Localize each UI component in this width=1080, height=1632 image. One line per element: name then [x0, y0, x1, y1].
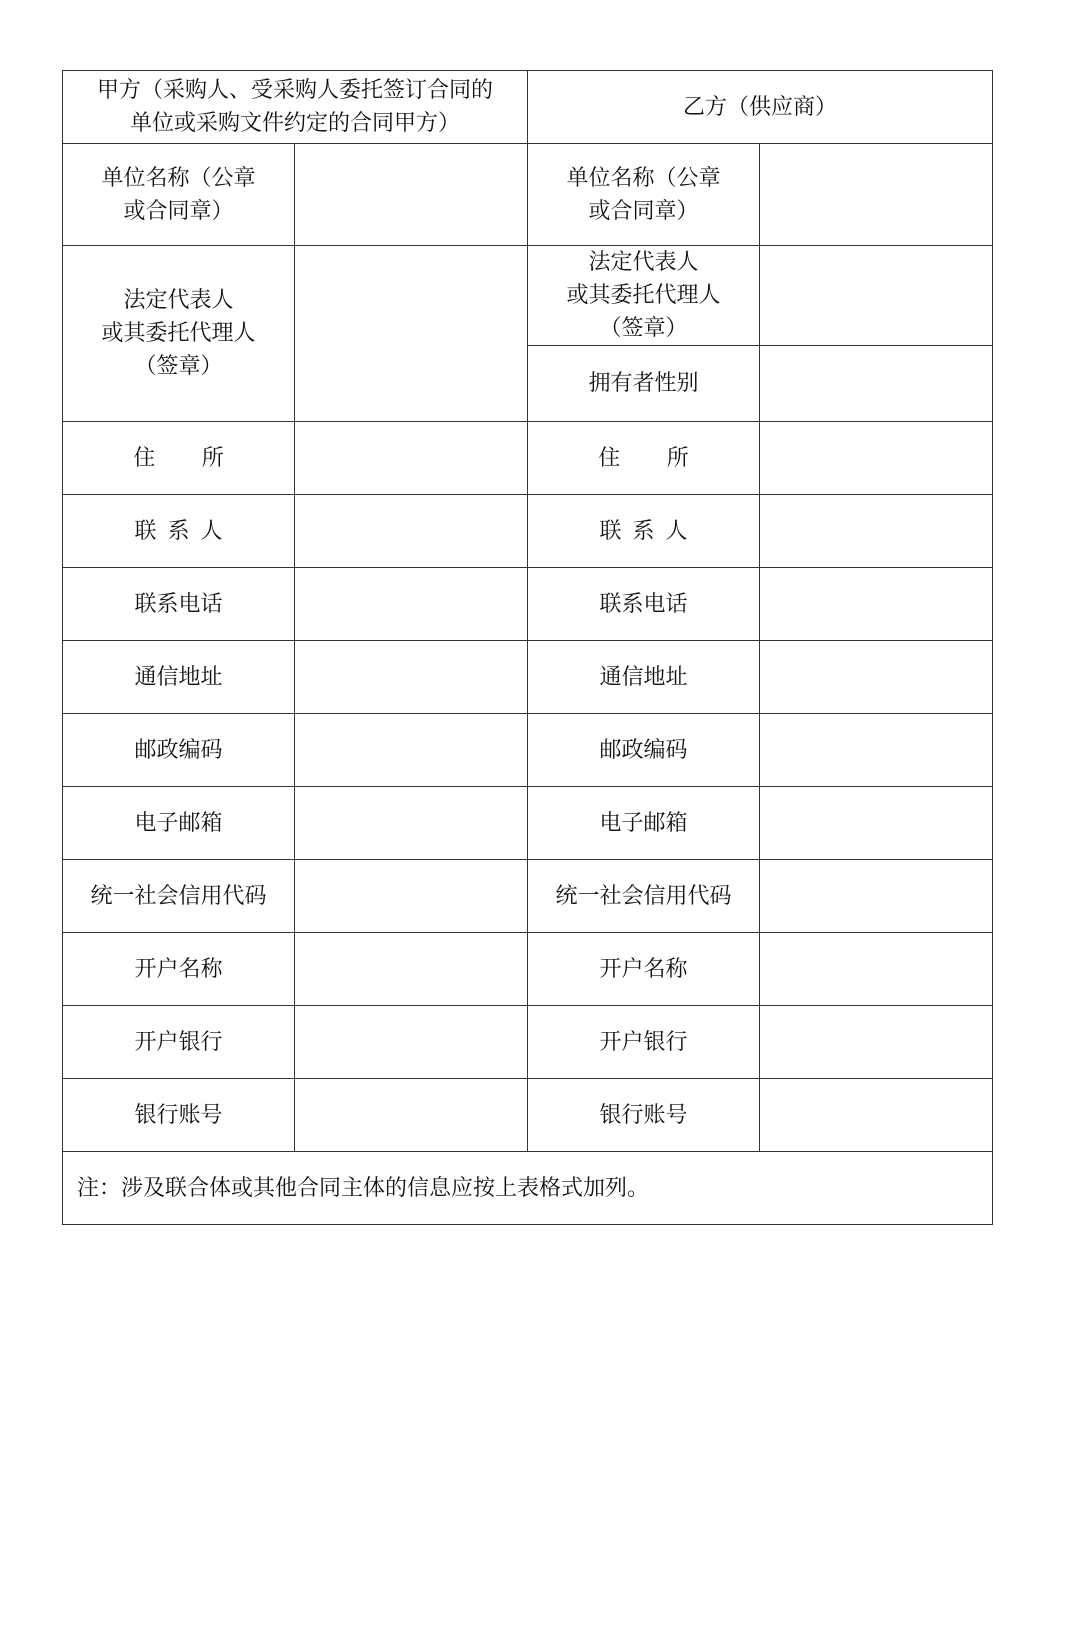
party-b-account_no-field[interactable]: [760, 1079, 993, 1152]
row-email: [63, 787, 993, 860]
party-a-header-line-1: 甲方（采购人、受采购人委托签订合同的: [97, 78, 494, 103]
header-row: [63, 71, 993, 144]
unit-name-row: [63, 144, 993, 246]
party-a-postcode-field[interactable]: [295, 714, 528, 787]
party-b-phone-field[interactable]: [760, 568, 993, 641]
label-text: 联系人: [599, 518, 699, 544]
party-a-header: [63, 71, 528, 144]
label-line: 单位名称（公章: [566, 165, 721, 191]
party-b-credit_code-label: [528, 860, 760, 933]
party-a-address-label: [63, 422, 295, 495]
party-b-phone-label: [528, 568, 760, 641]
label-text: 联系电话: [599, 591, 688, 617]
party-a-unit-name-field[interactable]: [295, 144, 528, 246]
label-text: 电子邮箱: [599, 810, 688, 836]
party-a-credit_code-label: [63, 860, 295, 933]
label-text: 开户银行: [599, 1029, 688, 1055]
party-b-legal-rep-label: [528, 246, 760, 346]
party-a-address-field[interactable]: [295, 422, 528, 495]
standard-rows: [63, 422, 993, 1152]
party-a-mailing-label: [63, 641, 295, 714]
label-line: （签章）: [599, 316, 688, 341]
row-contact: [63, 495, 993, 568]
label-text: 联系人: [134, 518, 234, 544]
label-text: 电子邮箱: [134, 810, 223, 836]
label-text: 住 所: [598, 445, 709, 471]
party-a-legal-rep-field[interactable]: [295, 246, 528, 422]
row-address: [63, 422, 993, 495]
party-b-email-label: [528, 787, 760, 860]
row-account_no: [63, 1079, 993, 1152]
party-a-unit-name-label: [63, 144, 295, 246]
row-credit_code: [63, 860, 993, 933]
party-b-legal-rep-field[interactable]: [760, 246, 993, 346]
party-b-header: 乙方（供应商）: [528, 71, 993, 144]
label-line: （签章）: [134, 354, 223, 379]
party-a-contact-field[interactable]: [295, 495, 528, 568]
label-line: 或合同章）: [588, 198, 699, 224]
party-a-phone-field[interactable]: [295, 568, 528, 641]
party-b-unit-name-field[interactable]: [760, 144, 993, 246]
party-b-account_name-label: [528, 933, 760, 1006]
label-text: 通信地址: [134, 664, 223, 690]
label-text: 邮政编码: [134, 737, 223, 763]
row-mailing: [63, 641, 993, 714]
label-text: 统一社会信用代码: [90, 883, 267, 909]
label-line: 单位名称（公章: [101, 165, 256, 191]
party-b-bank-label: [528, 1006, 760, 1079]
label-line: 或合同章）: [123, 198, 234, 224]
party-a-account_name-field[interactable]: [295, 933, 528, 1006]
party-b-postcode-label: [528, 714, 760, 787]
label-text: 联系电话: [134, 591, 223, 617]
party-b-unit-name-label: [528, 144, 760, 246]
party-a-contact-label: [63, 495, 295, 568]
label-line: 法定代表人: [123, 288, 234, 313]
label-text: 通信地址: [599, 664, 688, 690]
label-line: 或其委托代理人: [101, 321, 256, 346]
party-b-address-label: [528, 422, 760, 495]
party-a-email-field[interactable]: [295, 787, 528, 860]
party-b-account_name-field[interactable]: [760, 933, 993, 1006]
party-a-account_no-field[interactable]: [295, 1079, 528, 1152]
row-account_name: [63, 933, 993, 1006]
label-text: 邮政编码: [599, 737, 688, 763]
party-b-address-field[interactable]: [760, 422, 993, 495]
row-phone: [63, 568, 993, 641]
party-a-bank-field[interactable]: [295, 1006, 528, 1079]
party-a-legal-rep-label: [63, 246, 295, 422]
label-text: 住 所: [133, 445, 244, 471]
table-note: 注：涉及联合体或其他合同主体的信息应按上表格式加列。: [63, 1152, 993, 1225]
note-row: [63, 1152, 993, 1225]
party-b-mailing-field[interactable]: [760, 641, 993, 714]
party-b-credit_code-field[interactable]: [760, 860, 993, 933]
party-b-owner-gender-label: 拥有者性别: [528, 346, 760, 422]
label-text: 统一社会信用代码: [555, 883, 732, 909]
party-b-contact-field[interactable]: [760, 495, 993, 568]
party-b-owner-gender-field[interactable]: [760, 346, 993, 422]
contract-party-info-form: [62, 70, 992, 1225]
party-a-email-label: [63, 787, 295, 860]
party-b-email-field[interactable]: [760, 787, 993, 860]
row-bank: [63, 1006, 993, 1079]
row-postcode: [63, 714, 993, 787]
label-text: 开户名称: [134, 956, 223, 982]
label-text: 开户银行: [134, 1029, 223, 1055]
party-b-mailing-label: [528, 641, 760, 714]
label-line: 或其委托代理人: [566, 283, 721, 308]
party-b-postcode-field[interactable]: [760, 714, 993, 787]
party-info-table: [62, 70, 993, 1225]
party-b-contact-label: [528, 495, 760, 568]
party-b-bank-field[interactable]: [760, 1006, 993, 1079]
party-a-header-line-2: 单位或采购文件约定的合同甲方）: [130, 111, 461, 136]
label-text: 开户名称: [599, 956, 688, 982]
party-a-mailing-field[interactable]: [295, 641, 528, 714]
label-text: 银行账号: [134, 1102, 223, 1128]
party-a-credit_code-field[interactable]: [295, 860, 528, 933]
party-a-postcode-label: [63, 714, 295, 787]
party-a-phone-label: [63, 568, 295, 641]
label-line: 法定代表人: [588, 250, 699, 275]
party-b-account_no-label: [528, 1079, 760, 1152]
label-text: 银行账号: [599, 1102, 688, 1128]
party-a-bank-label: [63, 1006, 295, 1079]
legal-rep-row: [63, 246, 993, 346]
party-a-account_name-label: [63, 933, 295, 1006]
party-a-account_no-label: [63, 1079, 295, 1152]
